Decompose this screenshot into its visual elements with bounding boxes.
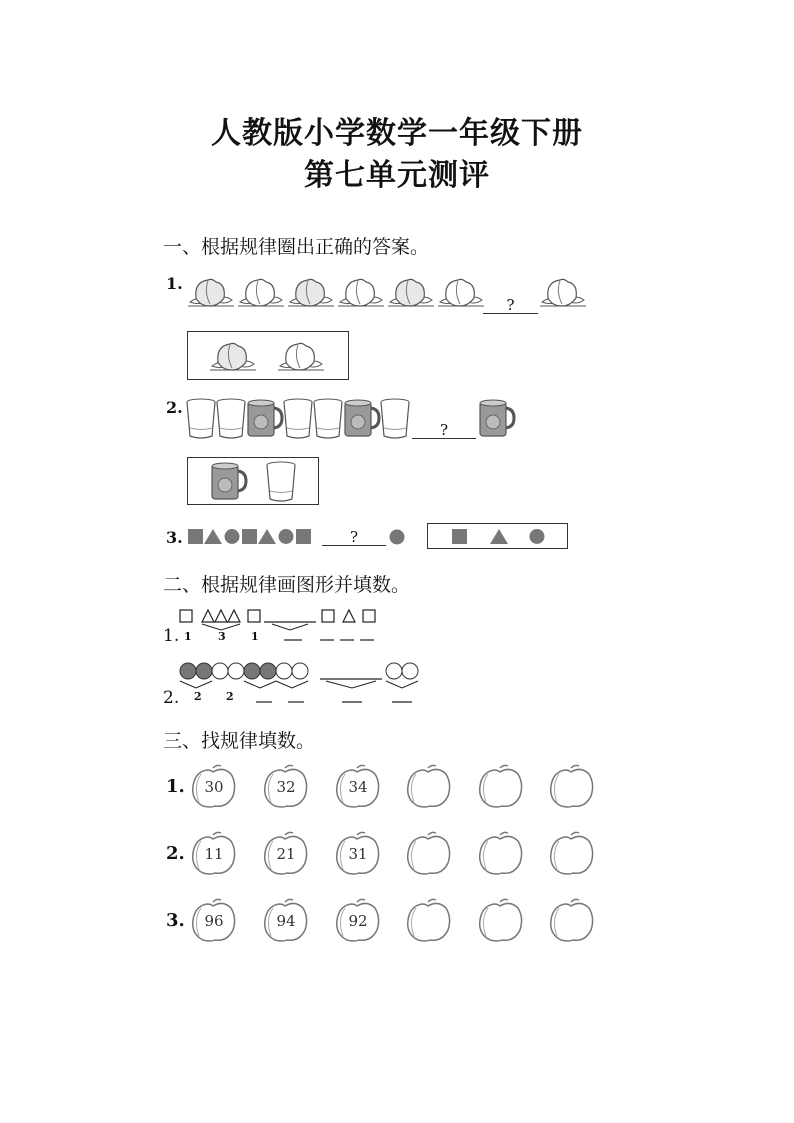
triangle-icon[interactable] [490,529,508,544]
s1-q2-question-mark: ? [439,421,449,439]
s1-q1-options-box [187,331,349,380]
circle-icon [279,529,294,544]
s3-row-number: 1. [166,776,185,797]
apple-icon [189,831,239,879]
s2-q2-number: 2. [163,688,180,708]
triangle-icon [258,529,276,544]
circle-icon [390,530,405,545]
glass-icon [381,399,409,438]
mug-icon [480,400,514,436]
square-icon [322,610,334,622]
square-icon [242,529,257,544]
peach-icon[interactable] [210,343,256,370]
apple-icon[interactable] [547,831,597,879]
peach-icon [540,279,586,306]
square-icon [248,610,260,622]
apple-icon[interactable] [476,831,526,879]
apple-icon [333,831,383,879]
apple-number: 32 [276,778,296,796]
s1-q3-question-mark: ? [349,528,359,546]
glass-icon [187,399,215,438]
apple-number: 96 [204,912,224,930]
square-icon [296,529,311,544]
apple-number: 94 [276,912,296,930]
s1-q2-options-box [187,457,319,505]
apple-number: 92 [348,912,368,930]
apple-icon[interactable] [404,831,454,879]
s1-q3-number: 3. [166,528,183,547]
circle-icon [260,663,276,679]
apple-icon[interactable] [547,764,597,812]
mug-icon [345,400,379,436]
s1-q1-peach-row [182,272,602,320]
apple-icon[interactable] [404,898,454,946]
apple-number: 30 [204,778,224,796]
triangle-icon [343,610,355,622]
apple-icon [189,898,239,946]
apple-number: 11 [204,845,224,863]
circle-icon [276,663,292,679]
s2-q1-label: 1 [251,630,259,643]
apple-icon[interactable] [547,898,597,946]
apple-icon[interactable] [476,898,526,946]
apple-icon[interactable] [404,764,454,812]
circle-icon[interactable] [530,529,545,544]
peach-icon [238,279,284,306]
peach-icon [288,279,334,306]
glass-icon [314,399,342,438]
s1-q2-number: 2. [166,398,183,417]
s2-q1-label: 3 [218,630,226,643]
circle-icon [292,663,308,679]
glass-icon[interactable] [267,462,295,501]
square-icon [363,610,375,622]
peach-icon [338,279,384,306]
s2-q2-circle-row [176,660,426,708]
circle-icon [225,529,240,544]
triangle-icon [204,529,222,544]
mug-icon [248,400,282,436]
triangle-icon [228,610,240,622]
apple-icon [261,831,311,879]
s2-q2-label: 2 [194,690,202,703]
peach-icon [438,279,484,306]
apple-number: 34 [348,778,368,796]
triangle-icon [215,610,227,622]
s1-q3-shape-row [186,527,326,547]
page-title-line2: 第七单元测评 [304,158,490,193]
circle-icon [228,663,244,679]
circle-icon [244,663,260,679]
s3-row-number: 3. [166,910,185,931]
s2-q2-label: 2 [226,690,234,703]
apple-icon [333,764,383,812]
apple-icon [189,764,239,812]
square-icon [188,529,203,544]
page-title-line1: 人教版小学数学一年级下册 [211,116,583,151]
section2-heading: 二、根据规律画图形并填数。 [163,574,411,596]
apple-icon[interactable] [476,764,526,812]
circle-icon [212,663,228,679]
s1-q1-question-mark: ? [506,296,515,314]
apple-icon [261,764,311,812]
glass-icon [284,399,312,438]
circle-icon [180,663,196,679]
circle-icon [402,663,418,679]
s3-row-number: 2. [166,843,185,864]
peach-icon [188,279,234,306]
apple-number: 21 [276,845,296,863]
mug-icon[interactable] [212,463,246,499]
s1-q3-circle-after [388,528,408,546]
square-icon [180,610,192,622]
section1-heading: 一、根据规律圈出正确的答案。 [163,236,430,258]
triangle-icon [202,610,214,622]
apple-icon [261,898,311,946]
square-icon[interactable] [452,529,467,544]
s1-q3-options-box [427,523,568,549]
peach-icon[interactable] [278,343,324,370]
s2-q1-number: 1. [163,626,180,646]
circle-icon [386,663,402,679]
apple-icon [333,898,383,946]
s2-q1-label: 1 [184,630,192,643]
glass-icon [217,399,245,438]
apple-number: 31 [348,845,368,863]
peach-icon [388,279,434,306]
section3-heading: 三、找规律填数。 [163,730,316,752]
s1-q1-number: 1. [166,274,183,293]
circle-icon [196,663,212,679]
s2-q1-shape-row [176,606,396,646]
